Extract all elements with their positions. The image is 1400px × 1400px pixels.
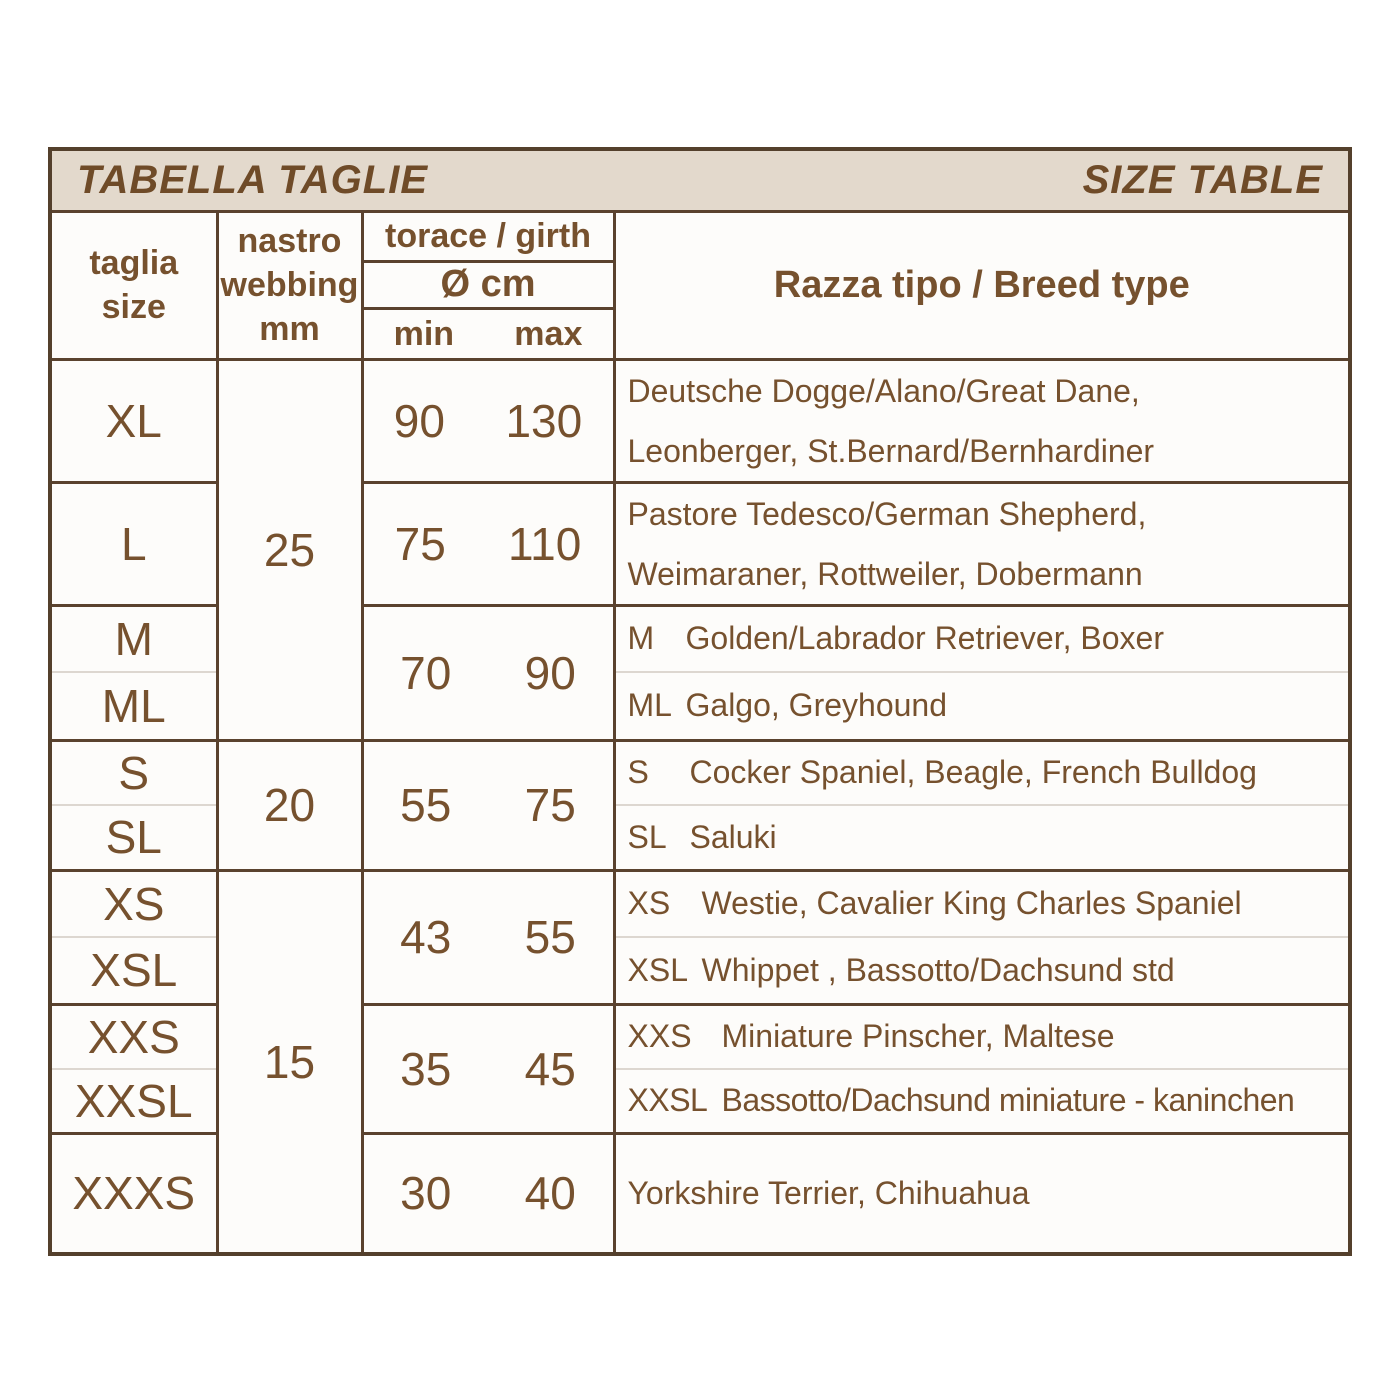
size-cell-l: L [50, 482, 217, 605]
breed-text: Cocker Spaniel, Beagle, French Bulldog [689, 754, 1257, 791]
size-cell-xxsl: XXSL [50, 1069, 217, 1133]
girth-min-value: 55 [400, 779, 452, 831]
breed-text: Galgo, Greyhound [685, 687, 947, 724]
breed-cell-ml [614, 672, 1350, 740]
title-band [50, 149, 1350, 211]
breed-line: Pastore Tedesco/German Shepherd, [627, 495, 1147, 532]
size-cell-sl: SL [50, 805, 217, 870]
header-diameter-cm: Ø cm [362, 261, 614, 308]
size-cell-xl: XL [50, 359, 217, 482]
header-taglia: taglia [89, 244, 179, 282]
girth-min-value: 35 [400, 1042, 452, 1095]
breed-cell-xxxs [614, 1133, 1350, 1254]
breed-text: Bassotto/Dachsund miniature - kaninchen [721, 1082, 1295, 1119]
girth-min-value: 75 [394, 517, 446, 570]
breed-size-prefix: ML [627, 687, 672, 724]
girth-max-value: 40 [524, 1167, 576, 1220]
row-s [50, 740, 1350, 805]
breed-size-prefix: XS [627, 885, 671, 922]
breed-size-prefix: XXSL [627, 1082, 708, 1119]
header-min-max [362, 308, 614, 359]
size-cell-xxxs: XXXS [50, 1133, 217, 1254]
breed-cell-xsl [614, 937, 1350, 1004]
header-row-1 [50, 211, 1350, 261]
breed-cell-sl [614, 805, 1350, 870]
girth-cell-s-sl [362, 740, 614, 870]
girth-max-value: 90 [524, 646, 576, 699]
breed-text: Yorkshire Terrier, Chihuahua [627, 1174, 1030, 1211]
webbing-cell-20: 20 [217, 740, 362, 870]
header-nastro-webbing [217, 211, 362, 359]
breed-size-prefix: XXS [627, 1018, 692, 1055]
size-cell-m: M [50, 605, 217, 672]
breed-cell-xxsl [614, 1069, 1350, 1133]
breed-size-prefix: M [627, 620, 655, 657]
header-torace-girth: torace / girth [362, 211, 614, 261]
breed-line: Deutsche Dogge/Alano/Great Dane, [627, 372, 1140, 409]
header-min: min [393, 314, 455, 353]
size-cell-xsl: XSL [50, 937, 217, 1004]
table-title-italian: TABELLA TAGLIE [77, 157, 428, 202]
row-xl [50, 359, 1350, 482]
table-title-english: SIZE TABLE [1082, 157, 1323, 202]
row-xs [50, 870, 1350, 937]
girth-max-value: 130 [505, 394, 583, 447]
girth-cell-xs-xsl [362, 870, 614, 1004]
girth-cell-l [362, 482, 614, 605]
size-cell-ml: ML [50, 672, 217, 740]
girth-min-value: 43 [400, 911, 452, 963]
header-max: max [514, 314, 583, 353]
breed-text: Saluki [689, 818, 777, 855]
header-size: size [101, 288, 166, 326]
girth-min-value: 90 [393, 394, 445, 447]
breed-text: Golden/Labrador Retriever, Boxer [685, 620, 1164, 657]
breed-text: Miniature Pinscher, Maltese [721, 1018, 1115, 1055]
breed-cell-xs [614, 870, 1350, 937]
size-cell-xxs: XXS [50, 1004, 217, 1069]
breed-text: Whippet , Bassotto/Dachsund std [701, 951, 1175, 988]
girth-max-value: 55 [524, 911, 576, 963]
breed-size-prefix: SL [627, 818, 667, 855]
breed-line: Leonberger, St.Bernard/Bernhardiner [627, 432, 1155, 469]
webbing-cell-25: 25 [217, 359, 362, 740]
girth-cell-xxxs [362, 1133, 614, 1254]
header-webbing: webbing [220, 266, 359, 304]
breed-cell-m [614, 605, 1350, 672]
girth-max-value: 110 [508, 517, 582, 570]
girth-max-value: 45 [524, 1042, 576, 1095]
breed-size-prefix: XSL [627, 951, 688, 988]
breed-cell-s [614, 740, 1350, 805]
title-band-row [50, 149, 1350, 211]
girth-max-value: 75 [524, 779, 576, 831]
breed-text: Westie, Cavalier King Charles Spaniel [701, 885, 1242, 922]
size-cell-xs: XS [50, 870, 217, 937]
girth-cell-xxs-xxsl [362, 1004, 614, 1133]
girth-min-value: 70 [400, 646, 452, 699]
girth-cell-xl [362, 359, 614, 482]
header-nastro: nastro [237, 222, 342, 260]
webbing-cell-15: 15 [217, 870, 362, 1254]
header-breed-type: Razza tipo / Breed type [614, 211, 1350, 359]
breed-cell-xl [614, 359, 1350, 482]
girth-min-value: 30 [400, 1167, 452, 1220]
girth-cell-m-ml [362, 605, 614, 740]
breed-cell-l [614, 482, 1350, 605]
size-table [48, 147, 1352, 1256]
header-mm: mm [259, 310, 320, 348]
breed-size-prefix: S [627, 754, 649, 791]
header-taglia-size [50, 211, 217, 359]
size-cell-s: S [50, 740, 217, 805]
breed-cell-xxs [614, 1004, 1350, 1069]
breed-line: Weimaraner, Rottweiler, Dobermann [627, 555, 1143, 592]
